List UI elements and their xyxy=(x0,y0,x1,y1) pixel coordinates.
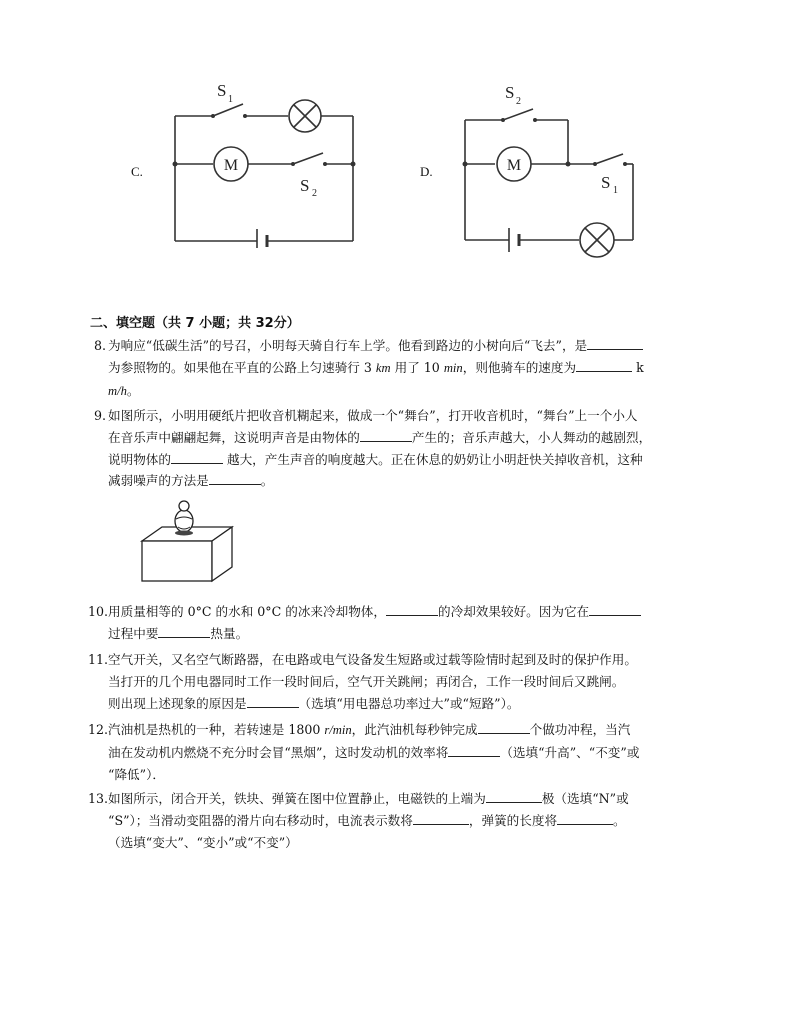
q9-text-line3a: 说明物体的 xyxy=(108,451,171,467)
q9-text-line4b: 。 xyxy=(260,473,274,489)
answer-blank[interactable] xyxy=(478,720,530,734)
question-13 xyxy=(88,788,708,853)
q8-text-line1: 为响应“低碳生活”的号召，小明每天骑自行车上学。他看到路边的小树向后“飞去”，是 xyxy=(108,338,588,353)
q12-text-b: ，此汽油机每秒钟完成 xyxy=(351,722,478,737)
paper-stage-figure xyxy=(138,497,238,587)
q9-text-line2a: 在音乐声中翩翩起舞，这说明声音是由物体的 xyxy=(108,429,360,445)
question-11 xyxy=(88,649,708,714)
section-title: 二、填空题（共 7 小题；共 32分） xyxy=(90,316,300,331)
q9-text-line2b: 产生的；音乐声越大，小人舞动的越剧烈， xyxy=(411,429,652,445)
switch-s2-label-c: S xyxy=(300,176,310,195)
q13-text-b: 极（选填“N”或 xyxy=(541,791,629,806)
question-number: 10. xyxy=(88,604,109,619)
q11-text-line1: 空气开关，又名空气断路器，在电路或电气设备发生短路或过载等险情时起到及时的保护作用。 xyxy=(108,652,637,667)
q9-text-line3b: 越大，产生声音的响度越大。正在休息的奶奶让小明赶快关掉收音机，这种 xyxy=(222,451,643,467)
motor-label-d: M xyxy=(506,157,522,174)
q13-text-a: 如图所示，闭合开关，铁块、弹簧在图中位置静止，电磁铁的上端为 xyxy=(108,791,486,806)
q8-text-line2b: 用了 10 xyxy=(390,359,444,375)
q12-text-f: “降低”）． xyxy=(108,766,165,782)
answer-blank[interactable] xyxy=(587,336,643,350)
option-c-label: C. xyxy=(131,164,143,179)
question-number: 9. xyxy=(94,408,107,423)
answer-blank[interactable] xyxy=(576,358,632,372)
question-9 xyxy=(94,405,708,492)
q13-text-f: （选填“变大”、“变小”或“不变”） xyxy=(108,834,298,850)
answer-blank[interactable] xyxy=(413,811,469,825)
q9-text-line4a: 减弱噪声的方法是 xyxy=(108,473,209,489)
q10-text-a: 用质量相等的 0°C 的水和 0°C 的冰来冷却物体， xyxy=(108,604,386,619)
q8-unit-mh: m/h xyxy=(108,383,127,398)
answer-blank[interactable] xyxy=(247,694,299,708)
switch-s1-sub-c: 1 xyxy=(228,94,233,105)
q11-text-line3b: （选填“用电器总功率过大”或“短路”）。 xyxy=(298,695,520,711)
question-number: 8. xyxy=(94,338,107,353)
switch-s2-sub-c: 2 xyxy=(312,188,317,199)
q13-text-e: 。 xyxy=(613,812,626,828)
q13-text-c: “S”）；当滑动变阻器的滑片向右移动时，电流表示数将 xyxy=(108,812,413,828)
answer-blank[interactable] xyxy=(589,602,641,616)
q12-text-d: 油在发动机内燃烧不充分时会冒“黑烟”，这时发动机的效率将 xyxy=(108,744,449,760)
question-8 xyxy=(94,335,708,402)
q10-text-b: 的冷却效果较好。因为它在 xyxy=(438,604,590,619)
q11-text-line2: 当打开的几个用电器同时工作一段时间后，空气开关跳闸；再闭合，工作一段时间后又跳闸。 xyxy=(108,673,625,689)
motor-label-c: M xyxy=(223,157,239,174)
q8-period: 。 xyxy=(126,382,140,398)
circuit-diagram-c xyxy=(165,78,365,248)
question-number: 13. xyxy=(88,791,109,806)
q12-text-c: 个做功冲程，当汽 xyxy=(529,722,631,737)
answer-blank[interactable] xyxy=(557,811,613,825)
answer-blank[interactable] xyxy=(448,743,500,757)
answer-blank[interactable] xyxy=(209,471,261,485)
q12-text-a: 汽油机是热机的一种，若转速是 1800 xyxy=(108,722,325,737)
q9-text-line1: 如图所示，小明用硬纸片把收音机糊起来，做成一个“舞台”，打开收音机时，“舞台”上一个小人 xyxy=(108,408,638,423)
q12-unit-rmin: r/min xyxy=(324,723,352,737)
question-number: 11. xyxy=(88,652,109,667)
question-number: 12. xyxy=(88,722,109,737)
q8-text-line2c: ，则他骑车的速度为 xyxy=(462,359,577,375)
q8-unit-k: k xyxy=(636,359,644,375)
option-d-label: D. xyxy=(420,164,433,179)
answer-blank[interactable] xyxy=(171,450,223,464)
q10-text-d: 热量。 xyxy=(210,625,249,641)
question-10 xyxy=(88,601,708,645)
switch-s2-label-d: S xyxy=(505,83,515,102)
answer-blank[interactable] xyxy=(360,428,412,442)
switch-s1-label-d: S xyxy=(601,173,611,192)
answer-blank[interactable] xyxy=(158,624,210,638)
answer-blank[interactable] xyxy=(386,602,438,616)
q8-unit-min: min xyxy=(443,360,463,375)
q13-text-d: ，弹簧的长度将 xyxy=(468,812,558,828)
switch-s2-sub-d: 2 xyxy=(516,96,521,107)
q10-text-c: 过程中要 xyxy=(108,625,159,641)
switch-s1-sub-d: 1 xyxy=(613,185,618,196)
q8-text-line2a: 为参照物的。如果他在平直的公路上匀速骑行 3 xyxy=(108,359,376,375)
question-12 xyxy=(88,719,708,785)
answer-blank[interactable] xyxy=(486,789,542,803)
circuit-diagram-d xyxy=(455,78,655,268)
q12-text-e: （选填“升高”、“不变”或 xyxy=(500,744,640,760)
q8-unit-km: km xyxy=(375,360,391,375)
switch-s1-label-c: S xyxy=(217,81,227,100)
q11-text-line3a: 则出现上述现象的原因是 xyxy=(108,695,247,711)
